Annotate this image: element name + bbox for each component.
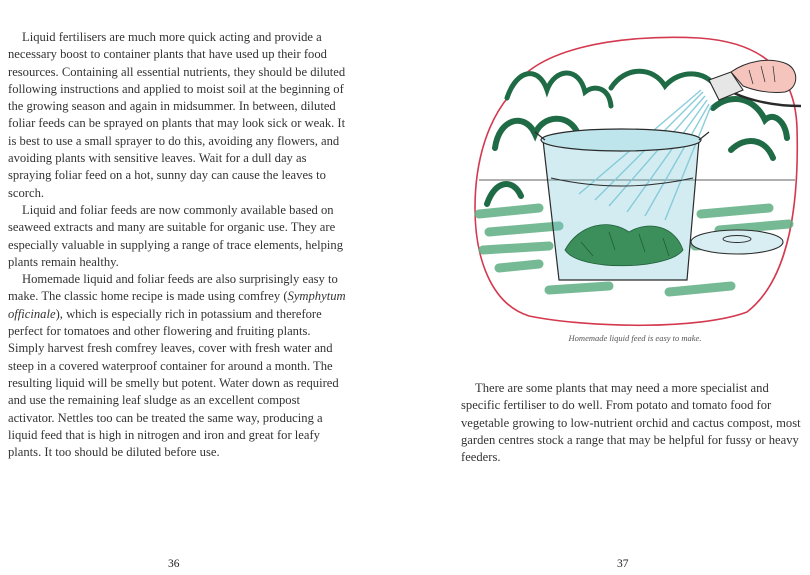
latin-name: Symphytum officinale <box>8 289 346 321</box>
right-page <box>405 0 810 575</box>
foliage-back-left <box>507 73 611 106</box>
left-body-text <box>8 29 348 461</box>
page-number-left: 36 <box>168 558 180 570</box>
page-number-right: 37 <box>617 558 629 570</box>
para3-before: Homemade liquid and foliar feeds are also surprisingly easy to make. The classic home recipe is made using comfrey ( <box>8 272 338 304</box>
watering-can-spraying-bucket-illustration <box>469 28 801 330</box>
paragraph-liquid-fertilisers: Liquid fertilisers are much more quick acting and provide a necessary boost to container plants that have used up their food resources. Containing all essential nutrients, they should be diluted following instructions and applied to moist soil at the beginning of the growing season and again in midsummer. In between, diluted foliar feeds can be sprayed on plants that may look sick or weak. It is best to use a small sprayer to do this, avoiding any flowers, and avoiding plants with sensitive leaves. Wait for a dull day as spraying foliar feed on a hot, sunny day can cause the leaves to scorch. <box>8 30 346 200</box>
paragraph-homemade-feeds <box>8 271 348 461</box>
para3-after: ), which is especially rich in potassium and therefore perfect for tomatoes and other flowering and fruiting plants. Simply harvest fresh comfrey leaves, cover with fresh water and steep in a covered waterproof container for around a month. The resulting liquid will be smelly but potent. Water down as required and use the remaining leaf sludge as an excellent compost activator. Nettles too can be treated the same way, producing a liquid feed that is high in nitrogen and iron and great for leafy plants. It too should be diluted before use. <box>8 306 339 460</box>
bucket <box>535 129 709 280</box>
foliage-left-low <box>487 184 521 204</box>
right-body-text <box>461 380 806 466</box>
bucket-lid <box>691 230 783 254</box>
foliage-right-low <box>731 141 773 158</box>
paragraph-specialist-fertiliser: There are some plants that may need a more specialist and specific fertiliser to do well. From potato and tomato food for vegetable growing to low-nutrient orchid and cactus compost, most garden centres stock a range that may be helpful for fussy or heavy feeders. <box>461 381 801 465</box>
illustration-caption: Homemade liquid feed is easy to make. <box>568 333 702 343</box>
paragraph-seaweed-feeds: Liquid and foliar feeds are now commonly available based on seaweed extracts and many are suitable for organic use. They are especially valuable in supplying a range of trace elements, helping plants remain healthy. <box>8 202 344 269</box>
foliage-center <box>611 71 719 92</box>
